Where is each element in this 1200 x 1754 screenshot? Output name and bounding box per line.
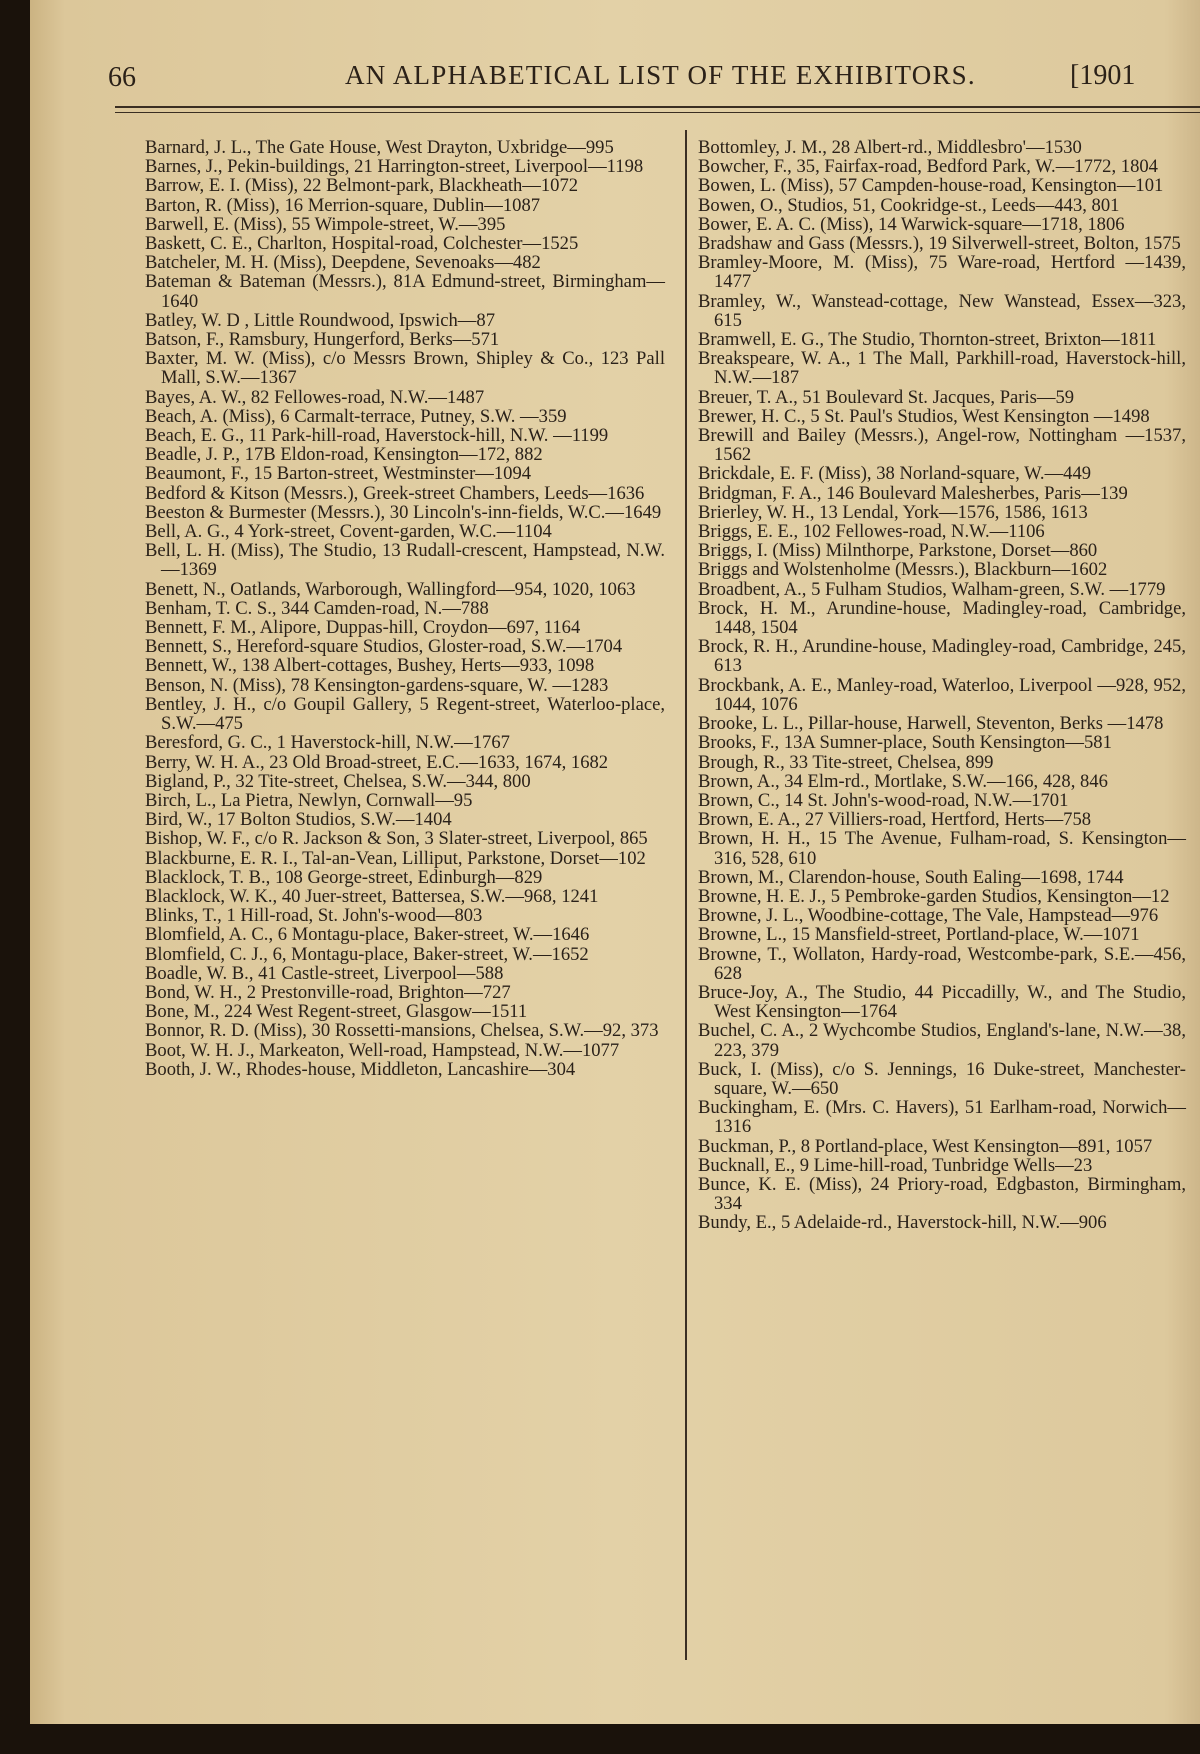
exhibitor-entry: Bishop, W. F., c/o R. Jackson & Son, 3 Slater-street, Liverpool, 865 [145,828,648,850]
exhibitor-entry: Brooke, L. L., Pillar-house, Harwell, Steventon, Berks —1478 [698,713,1164,735]
exhibitor-entry: Brewill and Bailey (Messrs.), Angel-row, Nottingham —1537, 1562 [698,425,1186,466]
exhibitor-entry: Blacklock, W. K., 40 Juer-street, Battersea, S.W.—968, 1241 [145,885,599,907]
exhibitor-entry: Bowcher, F., 35, Fairfax-road, Bedford Park, W.—1772, 1804 [698,156,1158,178]
exhibitor-column-right [698,138,1186,1233]
exhibitor-entry: Browne, L., 15 Mansfield-street, Portland-place, W.—1071 [698,924,1140,946]
exhibitor-entry: Bottomley, J. M., 28 Albert-rd., Middlesbro'—1530 [698,137,1082,158]
exhibitor-entry: Brock, R. H., Arundine-house, Madingley-road, Cambridge, 245, 613 [698,636,1186,677]
exhibitor-entry: Beach, E. G., 11 Park-hill-road, Haverstock-hill, N.W. —1199 [145,425,609,447]
page-number: 66 [108,62,136,93]
exhibitor-entry: Briggs, E. E., 102 Fellowes-road, N.W.—1106 [698,521,1045,543]
exhibitor-entry: Bowen, L. (Miss), 57 Campden-house-road, Kensington—101 [698,175,1164,197]
year-marker: [1901 [1070,60,1136,91]
exhibitor-entry: Bennett, W., 138 Albert-cottages, Bushey, Herts—933, 1098 [145,655,595,677]
running-title: AN ALPHABETICAL LIST OF THE EXHIBITORS. [345,60,976,90]
exhibitor-entry: Bond, W. H., 2 Prestonville-road, Brighton—727 [145,981,511,1003]
exhibitor-entry: Barton, R. (Miss), 16 Merrion-square, Dublin—1087 [145,194,541,216]
exhibitor-entry: Benson, N. (Miss), 78 Kensington-gardens-square, W. —1283 [145,674,609,696]
exhibitor-entry: Barnard, J. L., The Gate House, West Drayton, Uxbridge—995 [145,137,614,158]
exhibitor-entry: Batson, F., Ramsbury, Hungerford, Berks—571 [145,329,500,351]
book-page [30,0,1200,1754]
exhibitor-entry: Breuer, T. A., 51 Boulevard St. Jacques, Paris—59 [698,386,1075,408]
exhibitor-entry: Berry, W. H. A., 23 Old Broad-street, E.C.—1633, 1674, 1682 [145,751,609,773]
exhibitor-entry: Brickdale, E. F. (Miss), 38 Norland-square, W.—449 [698,463,1092,485]
exhibitor-entry: Benham, T. C. S., 344 Camden-road, N.—788 [145,597,489,619]
exhibitor-entry: Barrow, E. I. (Miss), 22 Belmont-park, Blackheath—1072 [145,175,579,197]
page-header [108,58,1198,98]
exhibitor-entry: Briggs and Wolstenholme (Messrs.), Blackburn—1602 [698,559,1108,581]
exhibitor-entry: Brown, M., Clarendon-house, South Ealing—1698, 1744 [698,866,1124,888]
exhibitor-entry: Bone, M., 224 West Regent-street, Glasgow—1511 [145,1001,528,1023]
exhibitor-entry: Bell, L. H. (Miss), The Studio, 13 Rudall-crescent, Hampstead, N.W.—1369 [145,540,665,581]
exhibitor-entry: Booth, J. W., Rhodes-house, Middleton, Lancashire—304 [145,1058,576,1080]
header-rule-thick [115,106,1200,108]
exhibitor-entry: Beach, A. (Miss), 6 Carmalt-terrace, Putney, S.W. —359 [145,405,567,427]
exhibitor-entry: Brooks, F., 13A Sumner-place, South Kensington—581 [698,732,1112,754]
exhibitor-entry: Bennett, F. M., Alipore, Duppas-hill, Croydon—697, 1164 [145,617,581,639]
exhibitor-entry: Blomfield, C. J., 6, Montagu-place, Baker-street, W.—1652 [145,943,589,965]
exhibitor-entry: Brock, H. M., Arundine-house, Madingley-road, Cambridge, 1448, 1504 [698,597,1186,639]
exhibitor-entry: Brown, E. A., 27 Villiers-road, Hertford, Herts—758 [698,809,1092,831]
exhibitor-entry: Bird, W., 17 Bolton Studios, S.W.—1404 [145,809,452,831]
exhibitor-entry: Barnes, J., Pekin-buildings, 21 Harrington-street, Liverpool—1198 [145,156,644,178]
exhibitor-entry: Bentley, J. H., c/o Goupil Gallery, 5 Regent-street, Waterloo-place, S.W.—475 [145,693,665,735]
exhibitor-entry: Brough, R., 33 Tite-street, Chelsea, 899 [698,751,994,773]
exhibitor-entry: Boadle, W. B., 41 Castle-street, Liverpool—588 [145,962,504,984]
exhibitor-entry: Brown, H. H., 15 The Avenue, Fulham-road, S. Kensington—316, 528, 610 [698,828,1186,869]
exhibitor-entry: Briggs, I. (Miss) Milnthorpe, Parkstone, Dorset—860 [698,540,1098,562]
exhibitor-entry: Bucknall, E., 9 Lime-hill-road, Tunbridge Wells—23 [698,1154,1093,1176]
exhibitor-entry: Buck, I. (Miss), c/o S. Jennings, 16 Duke-street, Manchester-square, W.—650 [698,1058,1186,1099]
exhibitor-entry: Brierley, W. H., 13 Lendal, York—1576, 1586, 1613 [698,501,1088,523]
exhibitor-entry: Brown, C., 14 St. John's-wood-road, N.W.—1701 [698,789,1069,811]
exhibitor-entry: Browne, H. E. J., 5 Pembroke-garden Studios, Kensington—12 [698,885,1170,907]
exhibitor-entry: Bedford & Kitson (Messrs.), Greek-street Chambers, Leeds—1636 [145,482,645,504]
column-divider [685,130,687,1660]
exhibitor-entry: Buchel, C. A., 2 Wychcombe Studios, England's-lane, N.W.—38, 223, 379 [698,1020,1186,1061]
exhibitor-entry: Boot, W. H. J., Markeaton, Well-road, Hampstead, N.W.—1077 [145,1039,620,1061]
exhibitor-entry: Brown, A., 34 Elm-rd., Mortlake, S.W.—166, 428, 846 [698,770,1108,792]
exhibitor-entry: Bramley, W., Wanstead-cottage, New Wanstead, Essex—323, 615 [698,290,1186,331]
exhibitor-entry: Breakspeare, W. A., 1 The Mall, Parkhill-road, Haverstock-hill, N.W.—187 [698,348,1186,389]
exhibitor-entry: Batley, W. D , Little Roundwood, Ipswich—87 [145,309,495,331]
exhibitor-entry: Baskett, C. E., Charlton, Hospital-road, Colchester—1525 [145,233,579,255]
exhibitor-entry: Beresford, G. C., 1 Haverstock-hill, N.W.—1767 [145,732,510,754]
exhibitor-entry: Bridgman, F. A., 146 Boulevard Malesherbes, Paris—139 [698,482,1128,504]
exhibitor-entry: Benett, N., Oatlands, Warborough, Wallingford—954, 1020, 1063 [145,578,636,600]
binding-shadow [0,1724,1200,1754]
exhibitor-entry: Batcheler, M. H. (Miss), Deepdene, Sevenoaks—482 [145,252,541,274]
exhibitor-entry: Bonnor, R. D. (Miss), 30 Rossetti-mansions, Chelsea, S.W.—92, 373 [145,1020,659,1042]
exhibitor-entry: Bigland, P., 32 Tite-street, Chelsea, S.W.—344, 800 [145,770,531,792]
exhibitor-entry: Bowen, O., Studios, 51, Cookridge-st., Leeds—443, 801 [698,194,1120,216]
exhibitor-entry: Brewer, H. C., 5 St. Paul's Studios, West Kensington —1498 [698,405,1150,427]
exhibitor-entry: Bundy, E., 5 Adelaide-rd., Haverstock-hill, N.W.—906 [698,1212,1107,1234]
exhibitor-entry: Beadle, J. P., 17B Eldon-road, Kensington—172, 882 [145,444,543,466]
exhibitor-entry: Browne, T., Wollaton, Hardy-road, Westcombe-park, S.E.—456, 628 [698,943,1186,984]
exhibitor-entry: Birch, L., La Pietra, Newlyn, Cornwall—95 [145,789,473,811]
exhibitor-entry: Buckingham, E. (Mrs. C. Havers), 51 Earlham-road, Norwich—1316 [698,1097,1186,1138]
exhibitor-entry: Bateman & Bateman (Messrs.), 81A Edmund-street, Birmingham—1640 [145,271,665,312]
exhibitor-entry: Bayes, A. W., 82 Fellowes-road, N.W.—1487 [145,386,485,408]
exhibitor-entry: Beaumont, F., 15 Barton-street, Westminster—1094 [145,463,532,485]
exhibitor-entry: Bramwell, E. G., The Studio, Thornton-street, Brixton—1811 [698,329,1157,351]
exhibitor-entry: Blacklock, T. B., 108 George-street, Edinburgh—829 [145,866,543,888]
exhibitor-entry: Bradshaw and Gass (Messrs.), 19 Silverwell-street, Bolton, 1575 [698,233,1181,255]
exhibitor-entry: Browne, J. L., Woodbine-cottage, The Vale, Hampstead—976 [698,905,1159,927]
exhibitor-entry: Broadbent, A., 5 Fulham Studios, Walham-green, S.W. —1779 [698,578,1166,600]
exhibitor-entry: Buckman, P., 8 Portland-place, West Kensington—891, 1057 [698,1135,1153,1157]
exhibitor-entry: Blinks, T., 1 Hill-road, St. John's-wood—803 [145,905,483,927]
exhibitor-entry: Bramley-Moore, M. (Miss), 75 Ware-road, Hertford —1439, 1477 [698,252,1186,293]
header-rule-thin [115,112,1200,113]
exhibitor-entry: Bennett, S., Hereford-square Studios, Gloster-road, S.W.—1704 [145,636,623,658]
exhibitor-entry: Bruce-Joy, A., The Studio, 44 Piccadilly, W., and The Studio, West Kensington—1764 [698,981,1186,1023]
exhibitor-entry: Bunce, K. E. (Miss), 24 Priory-road, Edgbaston, Birmingham, 334 [698,1173,1186,1215]
exhibitor-column-left [145,138,665,1079]
exhibitor-entry: Beeston & Burmester (Messrs.), 30 Lincoln's-inn-fields, W.C.—1649 [145,501,662,523]
exhibitor-entry: Brockbank, A. E., Manley-road, Waterloo, Liverpool —928, 952, 1044, 1076 [698,674,1186,715]
exhibitor-entry: Blackburne, E. R. I., Tal-an-Vean, Lilliput, Parkstone, Dorset—102 [145,847,646,869]
exhibitor-entry: Baxter, M. W. (Miss), c/o Messrs Brown, Shipley & Co., 123 Pall Mall, S.W.—1367 [145,348,665,389]
exhibitor-entry: Bower, E. A. C. (Miss), 14 Warwick-square—1718, 1806 [698,213,1125,235]
exhibitor-entry: Blomfield, A. C., 6 Montagu-place, Baker-street, W.—1646 [145,924,590,946]
exhibitor-entry: Barwell, E. (Miss), 55 Wimpole-street, W.—395 [145,213,506,235]
exhibitor-entry: Bell, A. G., 4 York-street, Covent-garden, W.C.—1104 [145,521,552,543]
